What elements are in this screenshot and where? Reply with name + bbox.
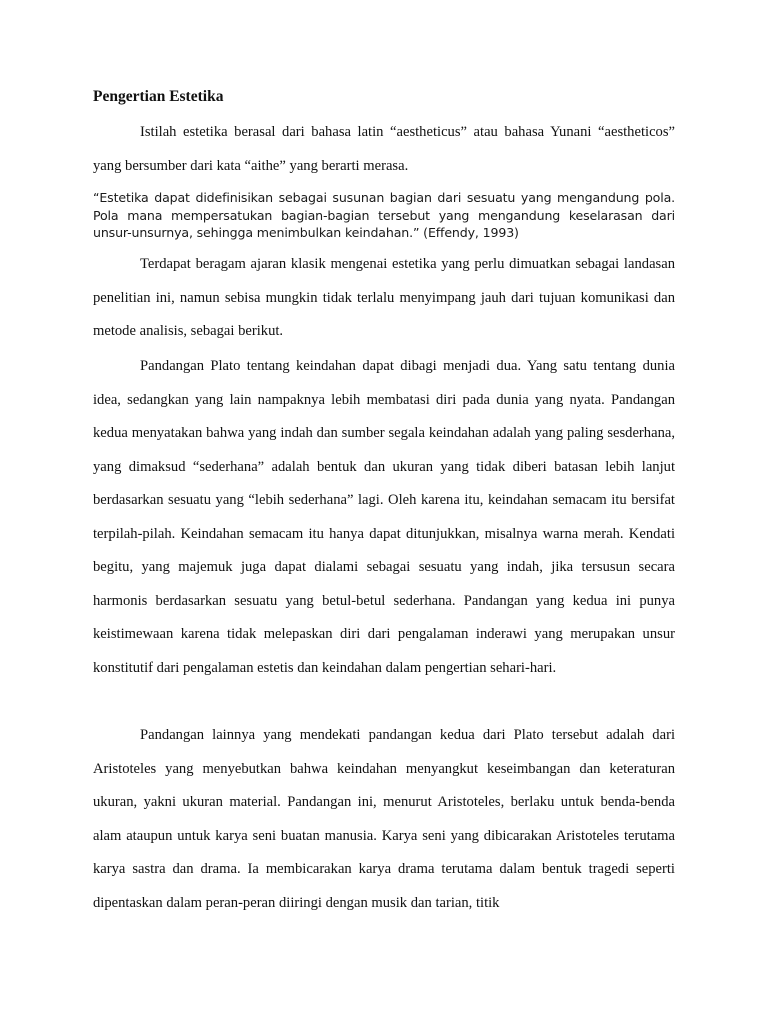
- block-quote: “Estetika dapat didefinisikan sebagai susunan bagian dari sesuatu yang mengandung pola. Pola mana mempersatukan bagian-bagian tersebut yang mengandung keselarasan dari unsur-unsurnya, sehingga menimbulkan keindahan.” (Effendy, 1993): [93, 190, 675, 240]
- paragraph-definition: Istilah estetika berasal dari bahasa latin “aestheticus” atau bahasa Yunani “aestheticos” yang bersumber dari kata “aithe” yang berarti merasa.: [93, 124, 675, 174]
- paragraph-plato: Pandangan Plato tentang keindahan dapat dibagi menjadi dua. Yang satu tentang dunia idea, sedangkan yang lain nampaknya lebih membatasi diri pada dunia yang nyata. Pandangan kedua menyatakan bahwa yang indah dan sumber segala keindahan adalah yang paling sesderhana, yang dimaksud “sederhana” adalah bentuk dan ukuran yang tidak diberi batasan lebih lanjut berdasarkan sesuatu yang “lebih sederhana” lagi. Oleh karena itu, keindahan semacam itu bersifat terpilah-pilah. Keindahan semacam itu hanya dapat ditunjukkan, misalnya warna merah. Kendati begitu, yang majemuk juga dapat dialami sebagai sesuatu yang indah, jika tersusun secara harmonis berdasarkan sesuatu yang betul-betul sederhana. Pandangan yang kedua ini punya keistimewaan karena tidak melepaskan diri dari pengalaman inderawi yang merupakan unsur konstitutif dari pengalaman estetis dan keindahan dalam pengertian sehari-hari.: [93, 358, 675, 676]
- paragraph-classical-teachings: Terdapat beragam ajaran klasik mengenai estetika yang perlu dimuatkan sebagai landasan penelitian ini, namun sebisa mungkin tidak terlalu menyimpang jauh dari tujuan komunikasi dan metode analisis, sebagai berikut.: [93, 256, 675, 339]
- paragraph-aristoteles: Pandangan lainnya yang mendekati pandangan kedua dari Plato tersebut adalah dari Aristoteles yang menyebutkan bahwa keindahan menyangkut keseimbangan dan keteraturan ukuran, yakni ukuran material. Pandangan ini, menurut Aristoteles, berlaku untuk benda-benda alam ataupun untuk karya seni buatan manusia. Karya seni yang dibicarakan Aristoteles terutama karya sastra dan drama. Ia membicarakan karya drama terutama dalam bentuk tragedi seperti dipentaskan dalam peran-peran diiringi dengan musik dan tarian, titik: [93, 727, 675, 911]
- page-title: Pengertian Estetika: [93, 88, 224, 105]
